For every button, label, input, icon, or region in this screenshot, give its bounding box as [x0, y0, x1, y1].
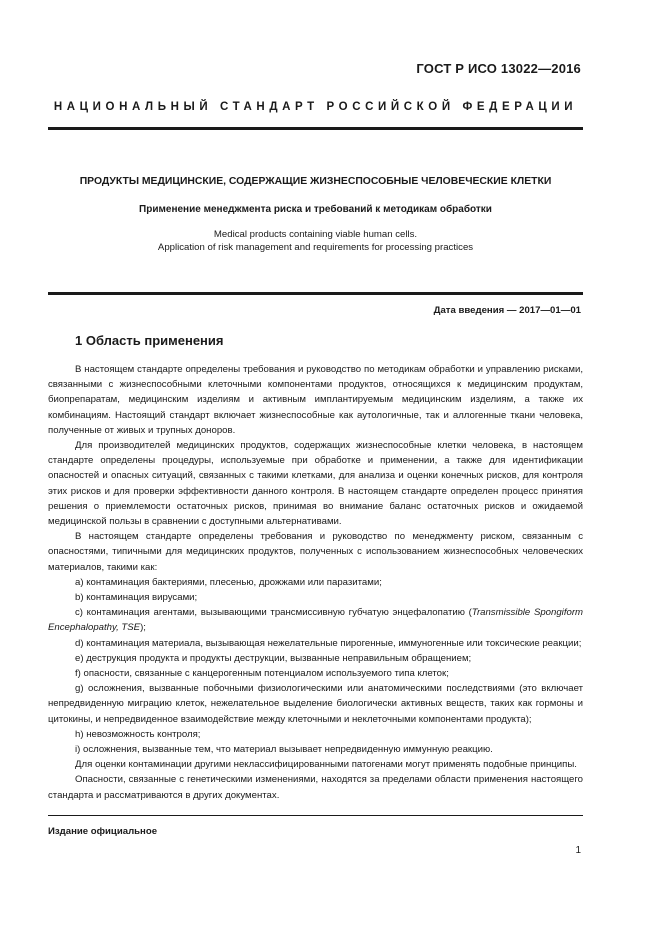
footer-divider — [48, 815, 583, 816]
paragraph: Опасности, связанные с генетическими изменениями, находятся за пределами области применения настоящего стандарта и рассматриваются в других документах. — [48, 774, 583, 801]
paragraph: В настоящем стандарте определены требования и руководство по менеджменту риском, связанным с опасностями, типичными для медицинских продуктов, полученных с использованием жизнеспособных человеческих материалов, такими как: — [48, 531, 583, 573]
introduction-date: Дата введения — 2017—01—01 — [433, 305, 581, 316]
document-title: ПРОДУКТЫ МЕДИЦИНСКИЕ, СОДЕРЖАЩИЕ ЖИЗНЕСПОСОБНЫЕ ЧЕЛОВЕЧЕСКИЕ КЛЕТКИ — [79, 176, 552, 187]
edition-label: Издание официальное — [48, 826, 158, 837]
list-item: h) невозможность контроля; — [75, 728, 201, 740]
paragraph: Для оценки контаминации другими неклассифицированными патогенами могут применять подобные принципы. — [75, 759, 577, 771]
english-title-line-1: Medical products containing viable human cells. — [213, 229, 418, 240]
title-divider — [48, 292, 583, 295]
national-standard-banner: НАЦИОНАЛЬНЫЙ СТАНДАРТ РОССИЙСКОЙ ФЕДЕРАЦИИ — [53, 101, 578, 113]
paragraph: Для производителей медицинских продуктов, содержащих жизнеспособные клетки человека, в настоящем стандарте определены процедуры, используемые при обработке и применении, а также для идентификации опасностей и опасных ситуаций, связанных с такими клетками, для анализа и оценки конечных рисков, для контроля этих рисков и для проверки эффективности данного контроля. В настоящем стандарте определен процесс принятия решения о приемлемости остаточных рисков, принимая во внимание баланс остаточных рисков и ожидаемой медицинской пользы в сравнении с доступными альтернативами. — [48, 440, 583, 528]
list-item: i) осложнения, вызванные тем, что материал вызывает непредвиденную иммунную реакцию. — [75, 744, 493, 756]
list-item: b) контаминация вирусами; — [75, 592, 198, 604]
list-item: d) контаминация материала, вызывающая нежелательные пирогенные, иммуногенные или токсические реакции; — [75, 637, 582, 649]
english-title-line-2: Application of risk management and requirements for processing practices — [157, 242, 474, 253]
header-divider — [48, 127, 583, 130]
list-item: f) опасности, связанные с канцерогенным потенциалом используемого типа клеток; — [75, 668, 449, 680]
list-item — [48, 605, 583, 635]
list-item-tail: ); — [140, 622, 146, 634]
list-item: e) деструкция продукта и продукты деструкции, вызванные неправильным обращением; — [75, 652, 472, 664]
document-subtitle: Применение менеджмента риска и требований к методикам обработки — [139, 204, 492, 215]
english-title — [48, 228, 583, 254]
list-item-italic-term: Transmissible Spongiform Encephalopathy, TSE — [48, 607, 584, 634]
list-item-text: c) контаминация агентами, вызывающими трансмиссивную губчатую энцефалопатию ( — [75, 607, 472, 619]
document-code: ГОСТ Р ИСО 13022—2016 — [416, 61, 581, 76]
section-heading: 1 Область применения — [75, 333, 224, 348]
paragraph: В настоящем стандарте определены требования и руководство по методикам обработки и управлению рисками, связанными с жизнеспособными клеточными компонентами продуктов, относящихся к медицинским продуктам, биопрепаратам, медицинским изделиям и активным имплантируемым медицинским изделиям, а также их комбинациям. Настоящий стандарт включает жизнеспособные как аутологичные, так и аллогенные ткани человека, полученные от живых и трупных доноров. — [48, 364, 583, 436]
list-item: a) контаминация бактериями, плесенью, дрожжами или паразитами; — [75, 576, 382, 588]
page-number: 1 — [575, 845, 581, 856]
section-body — [48, 362, 583, 803]
list-item: g) осложнения, вызванные побочными физиологическими или анатомическими последствиями (это включает непредвиденную миграцию клеток, нежелательное выделение биологически активных веществ, таких как гормоны и цитокины, и непредвиденное взаимодействие между клеточными и неклеточными компонентами продукта); — [48, 683, 583, 725]
